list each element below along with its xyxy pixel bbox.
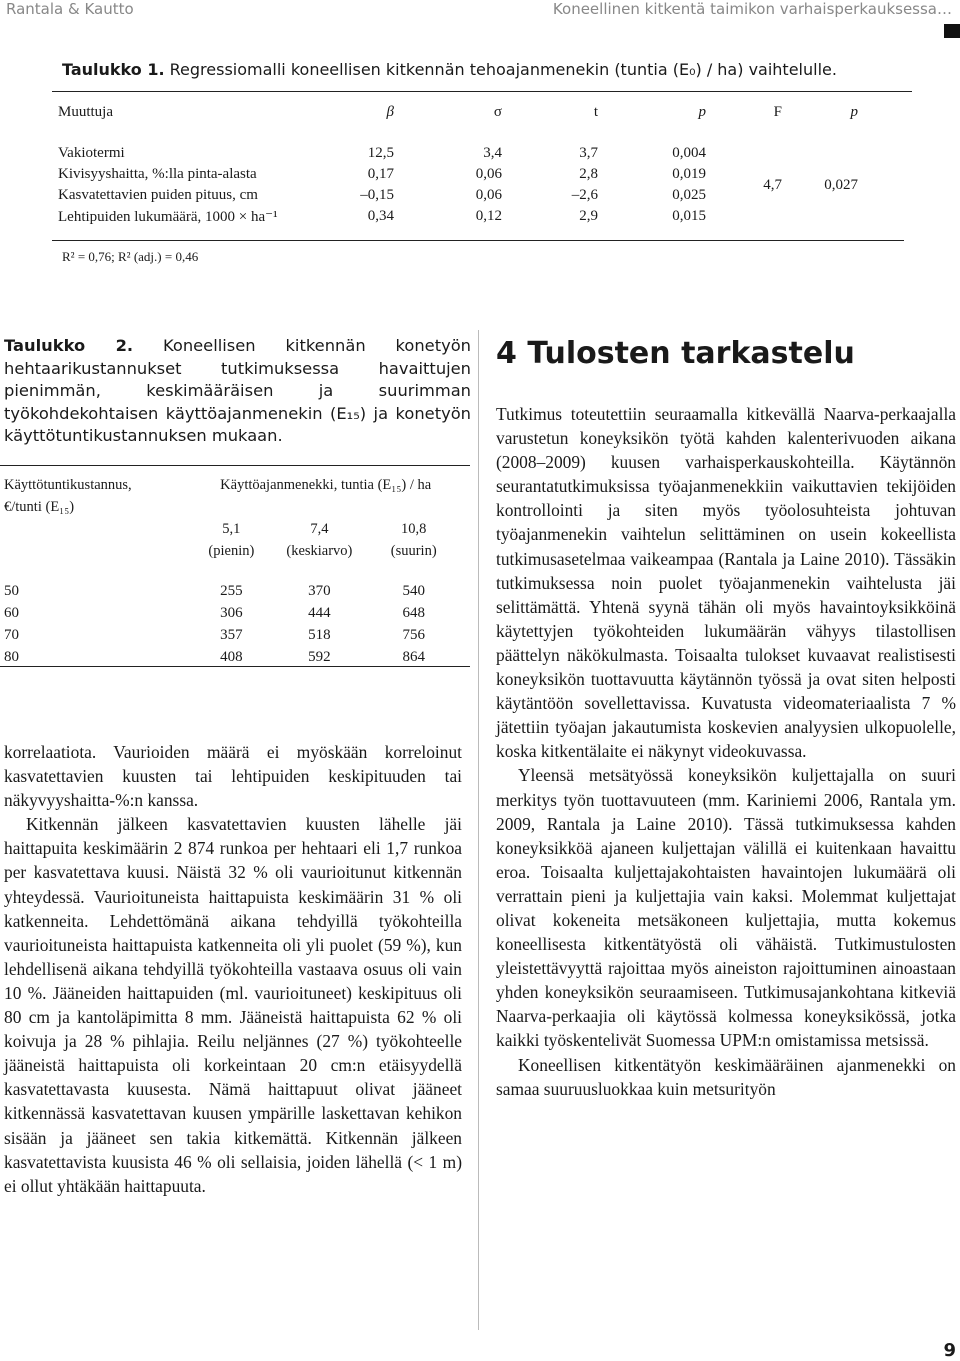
table1-cell-f: 4,7 (763, 176, 782, 193)
table1-cell-beta: 12,5 (367, 145, 394, 161)
body-paragraph: Koneellisen kitkentätyön keskimääräinen ajanmenekki on samaa suuruusluokkaa kuin metsurityön (496, 1054, 956, 1099)
table-row (58, 143, 858, 164)
running-header-authors: Rantala & Kautto (6, 0, 134, 18)
table1-cell-sigma: 3,4 (483, 145, 502, 161)
table1-bottom-rule (52, 240, 904, 241)
table2-cell-cost: 60 (4, 604, 19, 621)
table-row (4, 624, 464, 646)
table1-header-sigma: σ (493, 103, 502, 120)
table2-cell-value: 592 (308, 648, 331, 665)
page-number: 9 (943, 1340, 956, 1361)
table1 (58, 101, 858, 227)
table1-cell-t: 2,8 (579, 166, 598, 182)
table2-cell-value: 518 (308, 626, 331, 643)
table1-title (62, 60, 942, 79)
table1-cell-beta: 0,17 (367, 166, 394, 182)
body-paragraph: korrelaatiota. Vaurioiden määrä ei myöskään korreloinut kasvatettavien kuusten tai lehtipuiden keskipituuden tai näkyvyyshaitta-%:n kanssa. (4, 742, 462, 811)
table1-header-variable: Muuttuja (58, 103, 113, 120)
column-divider (478, 330, 479, 1330)
table1-header-row (58, 101, 858, 123)
table1-cell-p: 0,015 (672, 208, 706, 224)
table2-header-cost: Käyttötuntikustannus, (4, 476, 132, 493)
table1-cell-t: –2,6 (571, 187, 598, 203)
table1-cell-variable: Lehtipuiden lukumäärä, 1000 × ha⁻¹ (58, 209, 278, 225)
table1-cell-f-p: 0,027 (824, 176, 858, 193)
table1-cell-variable: Kasvatettavien puiden pituus, cm (58, 187, 258, 203)
table2-group-header: Käyttöajanmenekki, tuntia (E₁₅) / ha (220, 476, 432, 493)
table1-label: Taulukko 1. (62, 60, 165, 79)
table2-col-label: (pienin) (208, 542, 255, 559)
table2-caption (4, 335, 471, 448)
table1-top-rule (52, 91, 912, 92)
table2-cell-cost: 80 (4, 648, 19, 665)
table2-cell-value: 540 (402, 582, 425, 599)
table1-cell-p: 0,019 (672, 166, 706, 182)
table1-cell-p: 0,025 (672, 187, 706, 203)
table2 (4, 474, 464, 668)
table1-cell-variable: Kivisyyshaitta, %:lla pinta-alasta (58, 166, 257, 182)
table2-header-unit: €/tunti (E₁₅) (4, 498, 75, 515)
left-column-text (4, 740, 462, 1198)
table1-note: R² = 0,76; R² (adj.) = 0,46 (62, 249, 199, 264)
table2-cell-value: 756 (402, 626, 425, 643)
table1-cell-sigma: 0,06 (475, 166, 502, 182)
table1-header-f: F (773, 103, 782, 120)
table-row (4, 646, 464, 668)
running-header-title: Koneellinen kitkentä taimikon varhaisperkauksessa… (552, 0, 952, 18)
body-paragraph: Yleensä metsätyössä koneyksikön kuljettajalla on suuri merkitys työn tuottavuuteen (mm. Kariniemi 2006, Rantala ym. 2009, Rantala ja Laine 2010). Tässä tutkimuksessa kahden koneyksikköä ajaneen kuljettajan välillä ei kuitenkaan havaittu eroa. Toisaalta kuljettajakohtaisten havaintojen lukumäärä oli verrattain pieni ja kuljettajia vain kaksi. Molemmat kuljettajat olivat kokeneita metsäkoneen kuljettajia, mutta kokemus koneellisesta kitkentätyöstä oli vähäistä. Tutkimustulosten yleistettävyyttä rajoittaa myös aineiston rajoittuminen ainoastaan yhden koneyksikön seuraamiseen. Tutkimusajankohtana kitkeviä Naarva-perkaajia oli käytössä kolmessa koneyksikössä, jotka kaikki työskentelivät Suomessa UPM:n omistamissa metsissä. (496, 765, 956, 1051)
table1-header-fp: p (850, 103, 858, 120)
table1-header-t: t (593, 103, 598, 120)
table1-header-beta: β (386, 103, 394, 120)
table2-col-label: (suurin) (390, 542, 437, 559)
table2-cell-value: 370 (308, 582, 331, 599)
table1-cell-beta: 0,34 (367, 208, 394, 224)
table1-title-text: Regressiomalli koneellisen kitkennän tehoajanmenekin (tuntia (E₀) / ha) vaihtelulle. (169, 60, 837, 79)
table2-header-row (4, 474, 464, 496)
table2-col-value: 7,4 (310, 520, 329, 537)
table2-cell-value: 648 (402, 604, 425, 621)
table2-bottom-rule (0, 666, 470, 667)
table-row (4, 602, 464, 624)
table1-cell-t: 3,7 (579, 145, 598, 161)
table2-cell-value: 357 (220, 626, 243, 643)
table2-cell-cost: 70 (4, 626, 19, 643)
table1-header-p: p (698, 103, 706, 120)
table-row (4, 580, 464, 602)
table2-col-value: 10,8 (401, 520, 427, 537)
header-marker (944, 24, 960, 38)
table2-cell-value: 864 (402, 648, 425, 665)
table2-caption-text: Koneellisen kitkennän konetyön hehtaarikustannukset tutkimuksessa havaittujen pienimmän, keskimääräisen ja suurimman työkohdekohtaisen käyttöajanmenekin (E₁₅) ja konetyön käyttötuntikustannuksen mukaan. (4, 336, 471, 446)
table1-cell-variable: Vakiotermi (58, 145, 125, 161)
table1-cell-t: 2,9 (579, 208, 598, 224)
table2-cell-value: 255 (220, 582, 243, 599)
body-paragraph: Kitkennän jälkeen kasvatettavien kuusten lähelle jäi haittapuita keskimäärin 2 874 runkoa per hehtaari eli 1,7 runkoa per kasvatettava kuusi. Näistä 32 % oli vaurioitunut kitkennän yhteydessä. Vaurioituneista haittapuista keskimäärin 31 % oli katkenneita. Lehdettömänä aikana tehdyillä työkohteilla vaurioituneista haittapuista katkenneita oli yli puolet (59 %), kun lehdellisenä aikana tehdyillä työkohteilla vastaava osuus oli vain 10 %. Jääneiden haittapuiden (ml. vaurioituneet) keskipituus oli 80 cm ja kantoläpimitta 8 mm. Jääneistä haittapuista 62 % oli koivuja ja 28 % pihlajia. Reilu neljännes (27 %) työkohteelle jääneistä haittapuista oli korkeintaan 20 cm:n etäisyydellä kasvatettavasta kuusesta. Nämä haittapuut olivat jääneet kitkennässä kasvatettavan kuusen ympärille laskettavan kehikon sisään ja jääneet sen takia kitkemättä. Kitkennän jälkeen kasvatettavista kuusista 46 % oli sellaisia, joiden lähellä (< 1 m) ei ollut yhtäkään haittapuuta. (4, 814, 462, 1196)
table2-top-rule (0, 465, 470, 466)
table2-cell-value: 306 (220, 604, 243, 621)
table2-cell-cost: 50 (4, 582, 19, 599)
table1-cell-beta: –0,15 (360, 187, 394, 203)
table2-cell-value: 408 (220, 648, 243, 665)
table2-col-value: 5,1 (222, 520, 241, 537)
table1-cell-sigma: 0,06 (475, 187, 502, 203)
section-heading: 4 Tulosten tarkastelu (496, 336, 855, 371)
body-paragraph: Tutkimus toteutettiin seuraamalla kitkevällä Naarva-perkaajalla varustetun koneyksikön työtä kahden kalenterivuoden aikana (2008–2009) kuusen varhaisperkauskohteilla. Käytännön seurantatutkimuksissa työajanmenekkiin vaikuttavien tekijöiden kontrollointi ja siten myös työolosuhteista johtuvan työajanmenekin vaihtelun selittäminen on usein kokeellista tutkimusasetelmaa vaikeampaa (Rantala ja Laine 2010). Tässäkin tutkimuksessa noin puolet työajanmenekin vaihtelusta jäi selittämättä. Yhtenä syynä tähän oli myös havaintoyksikköinä käytettyjen työkohteiden lukumäärän vähyys tilastollisen päättelyn näkökulmasta. Toisaalta tulokset kuvaavat realistisesti koneyksikön tuottavuutta käytännön työssä ja ovat siten helposti käytäntöön sovellettavissa. Kuvatusta videomateriaalista 7 % jätettiin työajan jakautumista koskevien analyysien ulkopuolelle, koska kitkentälaite ei näkynyt videokuvassa. (496, 404, 956, 762)
table1-cell-sigma: 0,12 (475, 208, 502, 224)
table2-label: Taulukko 2. (4, 336, 134, 355)
right-column-text (496, 402, 956, 1101)
table1-cell-p: 0,004 (672, 145, 706, 161)
table2-cell-value: 444 (308, 604, 331, 621)
table2-col-label: (keskiarvo) (286, 542, 353, 559)
